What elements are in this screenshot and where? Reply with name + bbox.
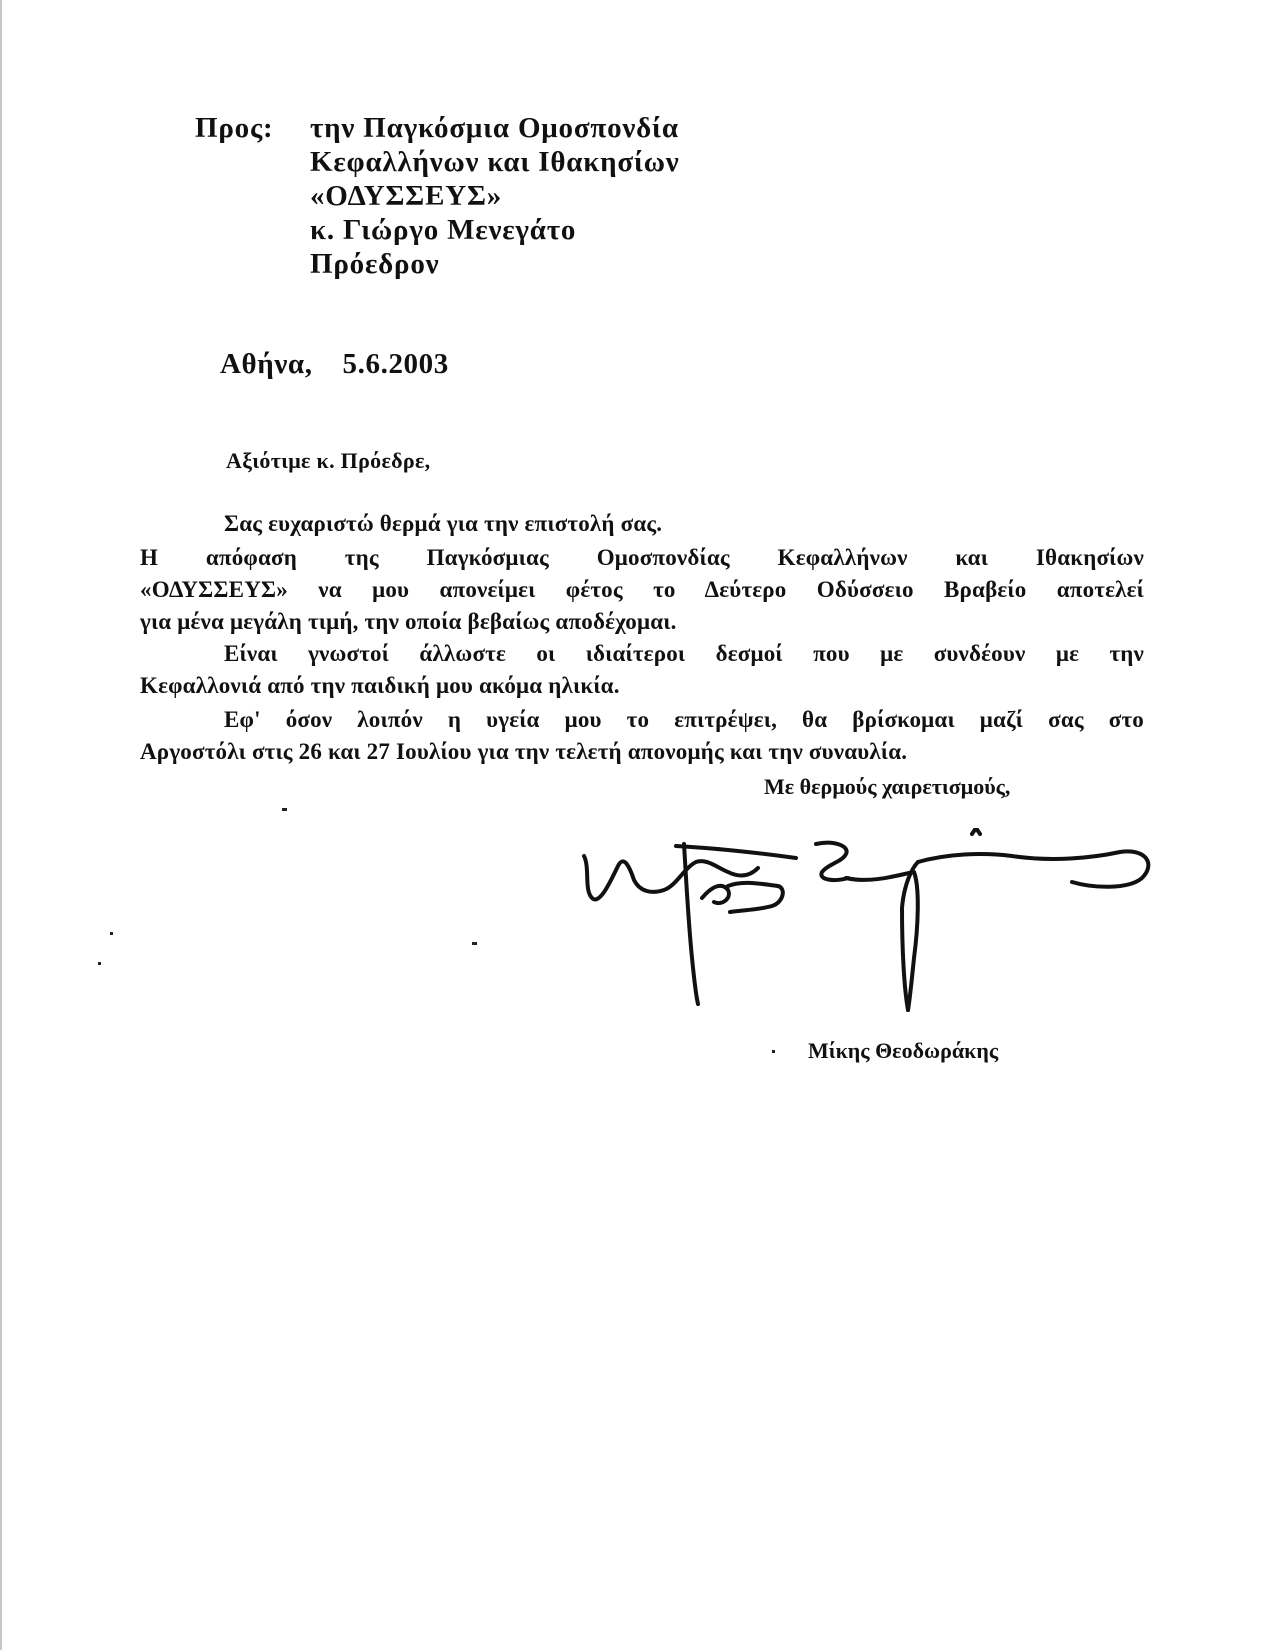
scan-speck (282, 808, 287, 811)
place-date (220, 348, 449, 381)
place: Αθήνα, (220, 348, 313, 380)
closing: Με θερμούς χαιρετισμούς, (764, 774, 1011, 799)
body-paragraph-2-line-3: για μένα μεγάλη τιμή, την οποία βεβαίως αποδέχομαι. (140, 609, 677, 634)
body-paragraph-1: Σας ευχαριστώ θερμά για την επιστολή σας. (224, 511, 663, 536)
recipient-line-2: Κεφαλλήνων και Ιθακησίων (310, 146, 680, 178)
body-paragraph-2-line-1: Η απόφαση της Παγκόσμιας Ομοσπονδίας Κεφαλλήνων και Ιθακησίων (140, 545, 1144, 570)
recipient-line-1: την Παγκόσμια Ομοσπονδία (310, 112, 679, 144)
scan-speck (772, 1050, 775, 1053)
signature-drawing (572, 828, 1152, 1018)
recipient-line-5: Πρόεδρον (310, 248, 440, 280)
letter-date: 5.6.2003 (342, 348, 449, 380)
body-paragraph-4-line-1: Εφ' όσον λοιπόν η υγεία μου το επιτρέψει, θα βρίσκομαι μαζί σας στο (224, 707, 1144, 732)
signature-name: Μίκης Θεοδωράκης (808, 1038, 999, 1063)
body-paragraph-3-line-2: Κεφαλλονιά από την παιδική μου ακόμα ηλικία. (140, 673, 620, 698)
recipient-prefix: Προς: (195, 112, 274, 144)
recipient-line-4: κ. Γιώργο Μενεγάτο (310, 214, 577, 246)
scan-speck (110, 932, 113, 935)
body-paragraph-2-line-2: «ΟΔΥΣΣΕΥΣ» να μου απονείμει φέτος το Δεύτερο Οδύσσειο Βραβείο αποτελεί (140, 577, 1144, 602)
scan-speck (472, 942, 477, 945)
recipient-line-3: «ΟΔΥΣΣΕΥΣ» (310, 180, 503, 212)
scan-speck (98, 962, 101, 965)
body-paragraph-3-line-1: Είναι γνωστοί άλλωστε οι ιδιαίτεροι δεσμοί που με συνδέουν με την (224, 641, 1144, 666)
salutation: Αξιότιμε κ. Πρόεδρε, (226, 448, 431, 473)
body-paragraph-4-line-2: Αργοστόλι στις 26 και 27 Ιουλίου για την τελετή απονομής και την συναυλία. (140, 739, 908, 764)
